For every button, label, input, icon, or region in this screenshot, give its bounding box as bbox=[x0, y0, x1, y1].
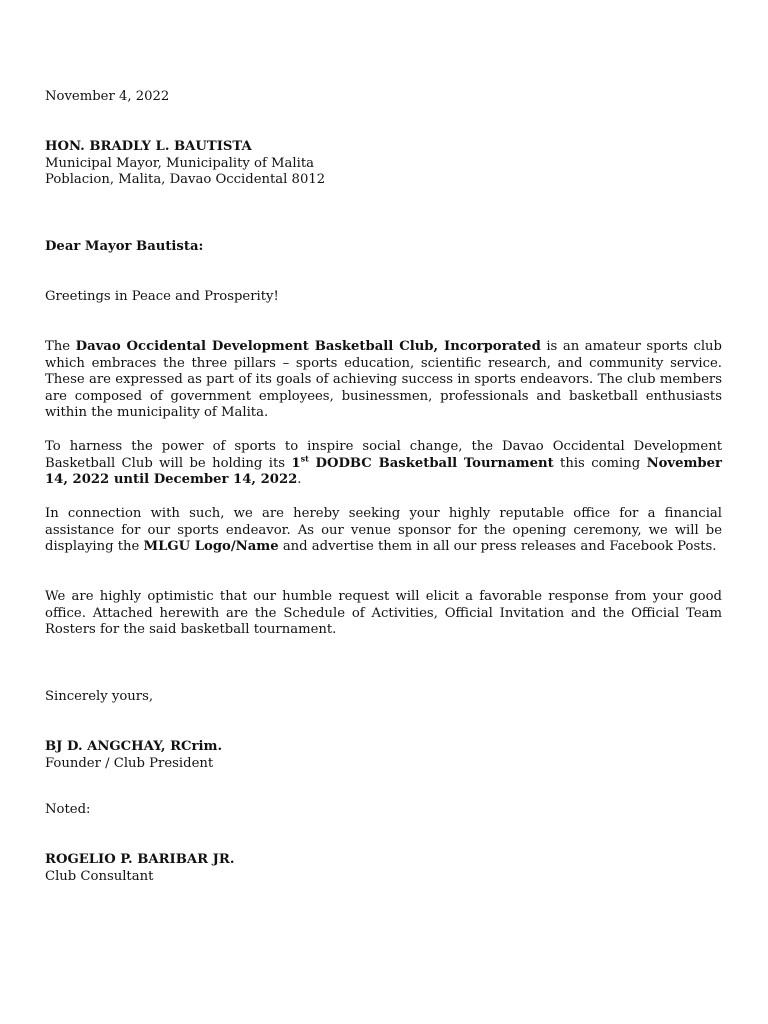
noted-by-block bbox=[45, 852, 722, 885]
paragraph-tournament: To harness the power of sports to inspire social change, the Davao Occidental Development Basketball Club will be holding its 1st DODBC Basketball Tournament this coming November 14, 2022 until December 14, 2022. bbox=[45, 439, 722, 488]
club-name: Davao Occidental Development Basketball Club, Incorporated bbox=[75, 339, 541, 354]
recipient-name: HON. BRADLY L. BAUTISTA bbox=[45, 139, 252, 154]
complimentary-close: Sincerely yours, bbox=[45, 689, 154, 704]
noted-by-title: Club Consultant bbox=[45, 868, 154, 884]
salutation: Dear Mayor Bautista: bbox=[45, 239, 204, 254]
sponsor-item: MLGU Logo/Name bbox=[143, 539, 279, 555]
letter-date: November 4, 2022 bbox=[45, 89, 170, 104]
recipient-address: Poblacion, Malita, Davao Occidental 8012 bbox=[45, 172, 326, 188]
signatory-title: Founder / Club President bbox=[45, 755, 214, 771]
noted-label: Noted: bbox=[45, 802, 91, 817]
recipient-title: Municipal Mayor, Municipality of Malita bbox=[45, 155, 314, 171]
greeting: Greetings in Peace and Prosperity! bbox=[45, 289, 279, 304]
signatory-block bbox=[45, 739, 722, 772]
tournament-dates: November 14, 2022 until December 14, 2022 bbox=[45, 455, 722, 488]
paragraph-closing: We are highly optimistic that our humble request will elicit a favorable response from your good office. Attached herewith are the Schedule of Activities, Official Invitation and the Official Team Rosters for the said basketball tournament. bbox=[45, 589, 722, 638]
paragraph-introduction: The Davao Occidental Development Basketball Club, Incorporated is an amateur sports club which embraces the three pillars – sports education, scientific research, and community service. These are expressed as part of its goals of achieving success in sports endeavors. The club members are composed of government employees, businessmen, professionals and basketball enthusiasts within the municipality of Malita. bbox=[45, 339, 722, 421]
paragraph-request: In connection with such, we are hereby seeking your highly reputable office for a financial assistance for our sports endeavor. As our venue sponsor for the opening ceremony, we will be displaying the MLGU Logo/Name and advertise them in all our press releases and Facebook Posts. bbox=[45, 506, 722, 555]
noted-by-name: ROGELIO P. BARIBAR JR. bbox=[45, 852, 235, 867]
signatory-name: BJ D. ANGCHAY, RCrim. bbox=[45, 739, 223, 754]
tournament-name: 1st DODBC Basketball Tournament bbox=[291, 453, 554, 471]
recipient-block bbox=[45, 139, 722, 189]
